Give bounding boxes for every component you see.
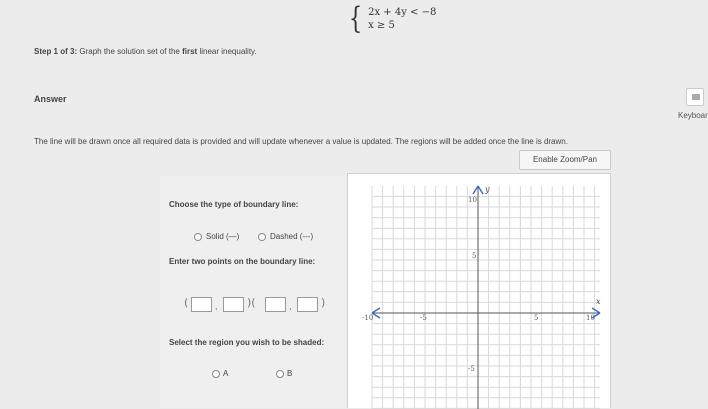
region-b-label: B [287,369,293,378]
open-paren-1: ( [184,296,189,309]
answer-label: Answer [34,94,67,104]
point1-y-input[interactable] [223,297,244,312]
solid-radio[interactable] [194,233,202,241]
tick-y-neg5: -5 [468,365,475,373]
tick-y-10: 10 [468,196,477,204]
step-number: Step 1 of 3 [34,47,75,56]
tick-x-neg5: -5 [420,314,427,322]
close-paren-2: ) [321,296,326,309]
brace-icon: { [348,1,363,36]
keyboard-label: Keyboar [678,111,708,120]
dashed-radio[interactable] [258,233,266,241]
answer-panel [160,176,346,408]
point2-y-input[interactable] [297,297,318,312]
region-a-label: A [223,369,229,378]
tick-x-5: 5 [534,314,539,322]
step-instruction [34,47,257,56]
y-axis-label: y [485,185,490,194]
info-text: The line will be drawn once all required data is provided and will update whenever a value is updated. The regions will be added once the line is drawn. [34,137,568,146]
comma-1: , [215,301,218,311]
step-bold-word: first [182,47,198,56]
graph-area[interactable] [347,173,611,408]
step-text-a: Graph the solution set of the [79,47,180,56]
tick-y-5: 5 [472,252,477,260]
keyboard-icon [692,94,700,100]
coordinate-grid[interactable] [348,174,610,409]
inequality-system [346,1,437,36]
step-text-b: linear inequality. [199,47,257,56]
inequality-1: 2x + 4y < −8 [368,7,437,18]
keyboard-button[interactable] [686,88,704,106]
region-a-radio[interactable] [212,370,220,378]
x-axis-label: x [596,297,601,306]
points-heading: Enter two points on the boundary line: [169,257,316,266]
comma-2: , [289,301,292,311]
step-separator: : [74,47,78,56]
solid-label: Solid (—) [206,232,240,241]
gridlines [372,186,600,409]
tick-x-10: 10 [586,314,595,322]
boundary-heading: Choose the type of boundary line: [169,200,299,209]
dashed-label: Dashed (---) [270,232,314,241]
point1-x-input[interactable] [191,297,212,312]
point2-x-input[interactable] [265,297,286,312]
inequality-2: x ≥ 5 [368,20,395,31]
zoom-pan-button[interactable]: Enable Zoom/Pan [519,150,611,170]
tick-x-neg10: -10 [362,314,374,322]
region-heading: Select the region you wish to be shaded: [169,338,325,347]
region-b-radio[interactable] [276,370,284,378]
mid-paren: )( [247,296,256,309]
